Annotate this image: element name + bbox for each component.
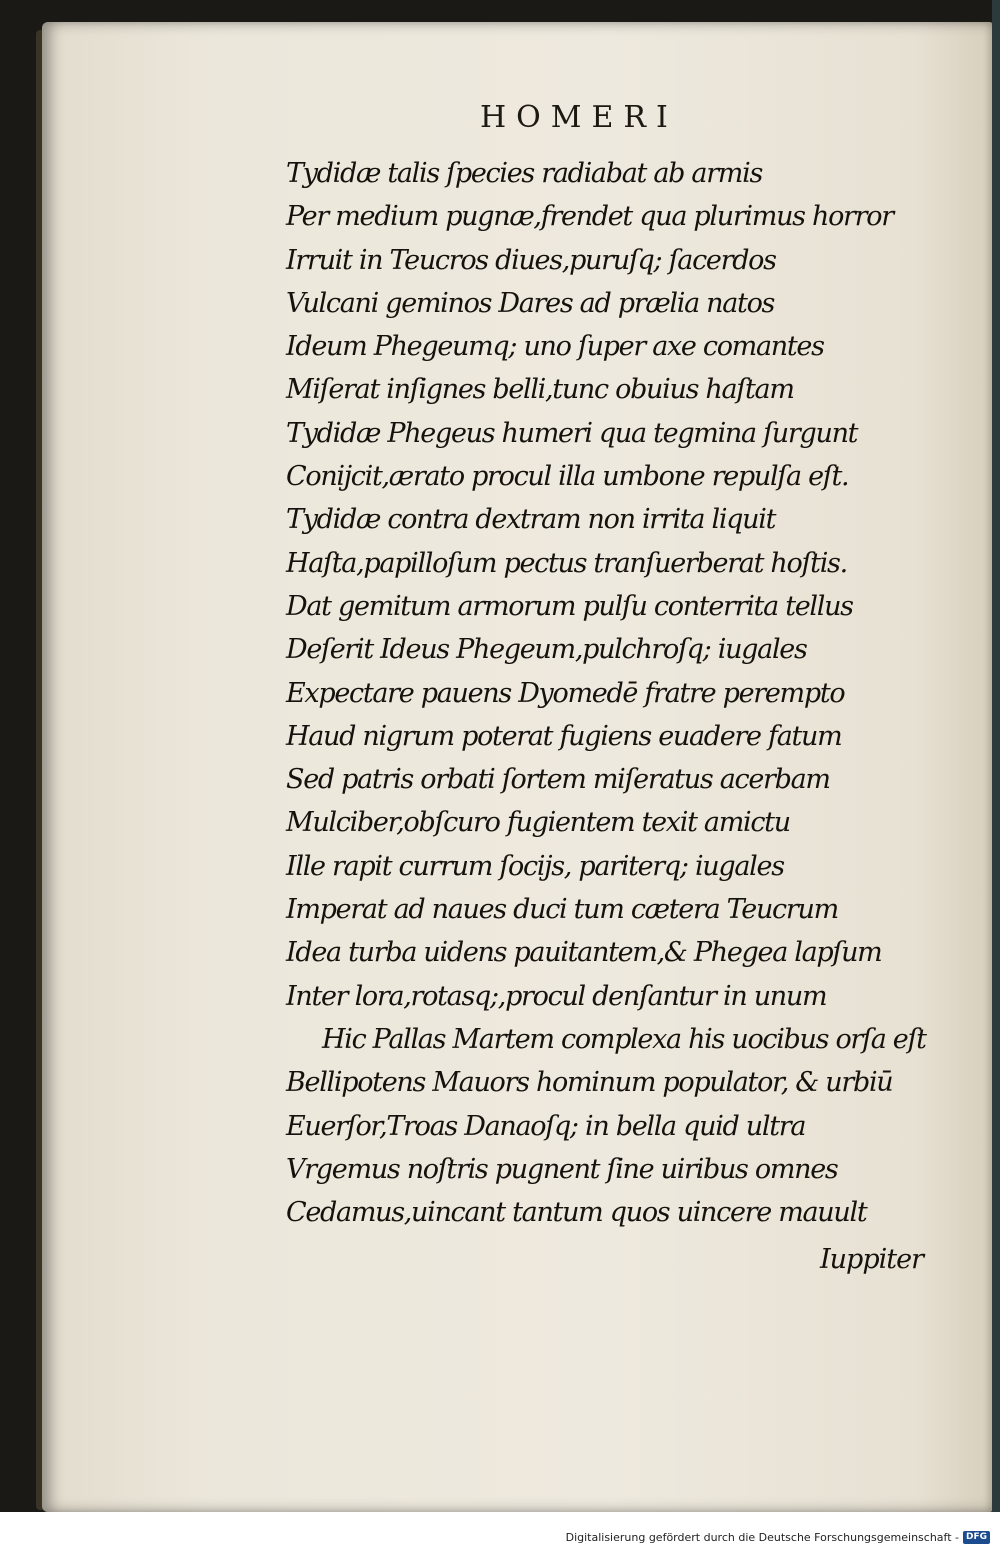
credit-text: Digitalisierung gefördert durch die Deutsche Forschungsgemeinschaft - xyxy=(565,1531,959,1544)
verse-line: Imperat ad naues duci tum cætera Teucrum xyxy=(286,894,838,926)
verse-line: Tydidæ talis ſpecies radiabat ab armis xyxy=(286,158,763,189)
verse-line: Bellipotens Mauors hominum populator, & urbiū xyxy=(286,1067,893,1099)
verse-line: Deſerit Ideus Phegeum,pulchroſq; iugales xyxy=(286,634,807,666)
verse-line: Hic Pallas Martem complexa his uocibus orſa eſt xyxy=(322,1023,926,1055)
verse-line: Tydidæ contra dextram non irrita liquit xyxy=(286,504,776,536)
funding-credit xyxy=(566,1531,990,1544)
verse-line: Ille rapit currum ſocijs, pariterq; iugales xyxy=(286,850,784,882)
verse-line: Expectare pauens Dyomedē fratre perempto xyxy=(286,677,845,709)
verse-line: Vrgemus noſtris pugnent ſine uiribus omnes xyxy=(286,1153,838,1185)
verse-line: Dat gemitum armorum pulſu conterrita tellus xyxy=(286,590,853,622)
verse-line: Haud nigrum poterat fugiens euadere fatum xyxy=(286,720,842,752)
facing-page-edge xyxy=(992,0,1000,1512)
verse-line: Idea turba uidens pauitantem,& Phegea lapſum xyxy=(286,937,882,969)
catchword: Iuppiter xyxy=(820,1244,923,1275)
verse-line: Vulcani geminos Dares ad prælia natos xyxy=(286,287,775,319)
verse-line: Inter lora,rotasq;,procul denſantur in unum xyxy=(286,980,827,1012)
verse-text xyxy=(286,152,986,1234)
verse-line: Euerſor,Troas Danaoſq; in bella quid ultra xyxy=(286,1110,806,1142)
verse-line: Mulciber,obſcuro fugientem texit amictu xyxy=(286,807,790,839)
verse-line: Irruit in Teucros diues,puruſq; ſacerdos xyxy=(286,244,776,276)
verse-line: Per medium pugnæ,frendet qua plurimus horror xyxy=(286,201,893,233)
verse-line: Cedamus,uincant tantum quos uincere mauult xyxy=(286,1197,867,1229)
verse-line: Miſerat inſignes belli,tunc obuius haſtam xyxy=(286,374,794,406)
verse-line: Tydidæ Phegeus humeri qua tegmina ſurgunt xyxy=(286,417,858,449)
verse-line: Conijcit,ærato procul illa umbone repulſa eſt. xyxy=(286,461,849,493)
verse-line: Haſta,papilloſum pectus tranſuerberat hoſtis. xyxy=(286,547,847,579)
dfg-logo-icon: DFG xyxy=(963,1531,990,1544)
verse-line: Ideum Phegeumq; uno ſuper axe comantes xyxy=(286,331,824,363)
verse-line: Sed patris orbati ſortem miſeratus acerbam xyxy=(286,764,830,796)
footer-bar xyxy=(0,1512,1000,1556)
running-head: HOMERI xyxy=(480,100,678,135)
